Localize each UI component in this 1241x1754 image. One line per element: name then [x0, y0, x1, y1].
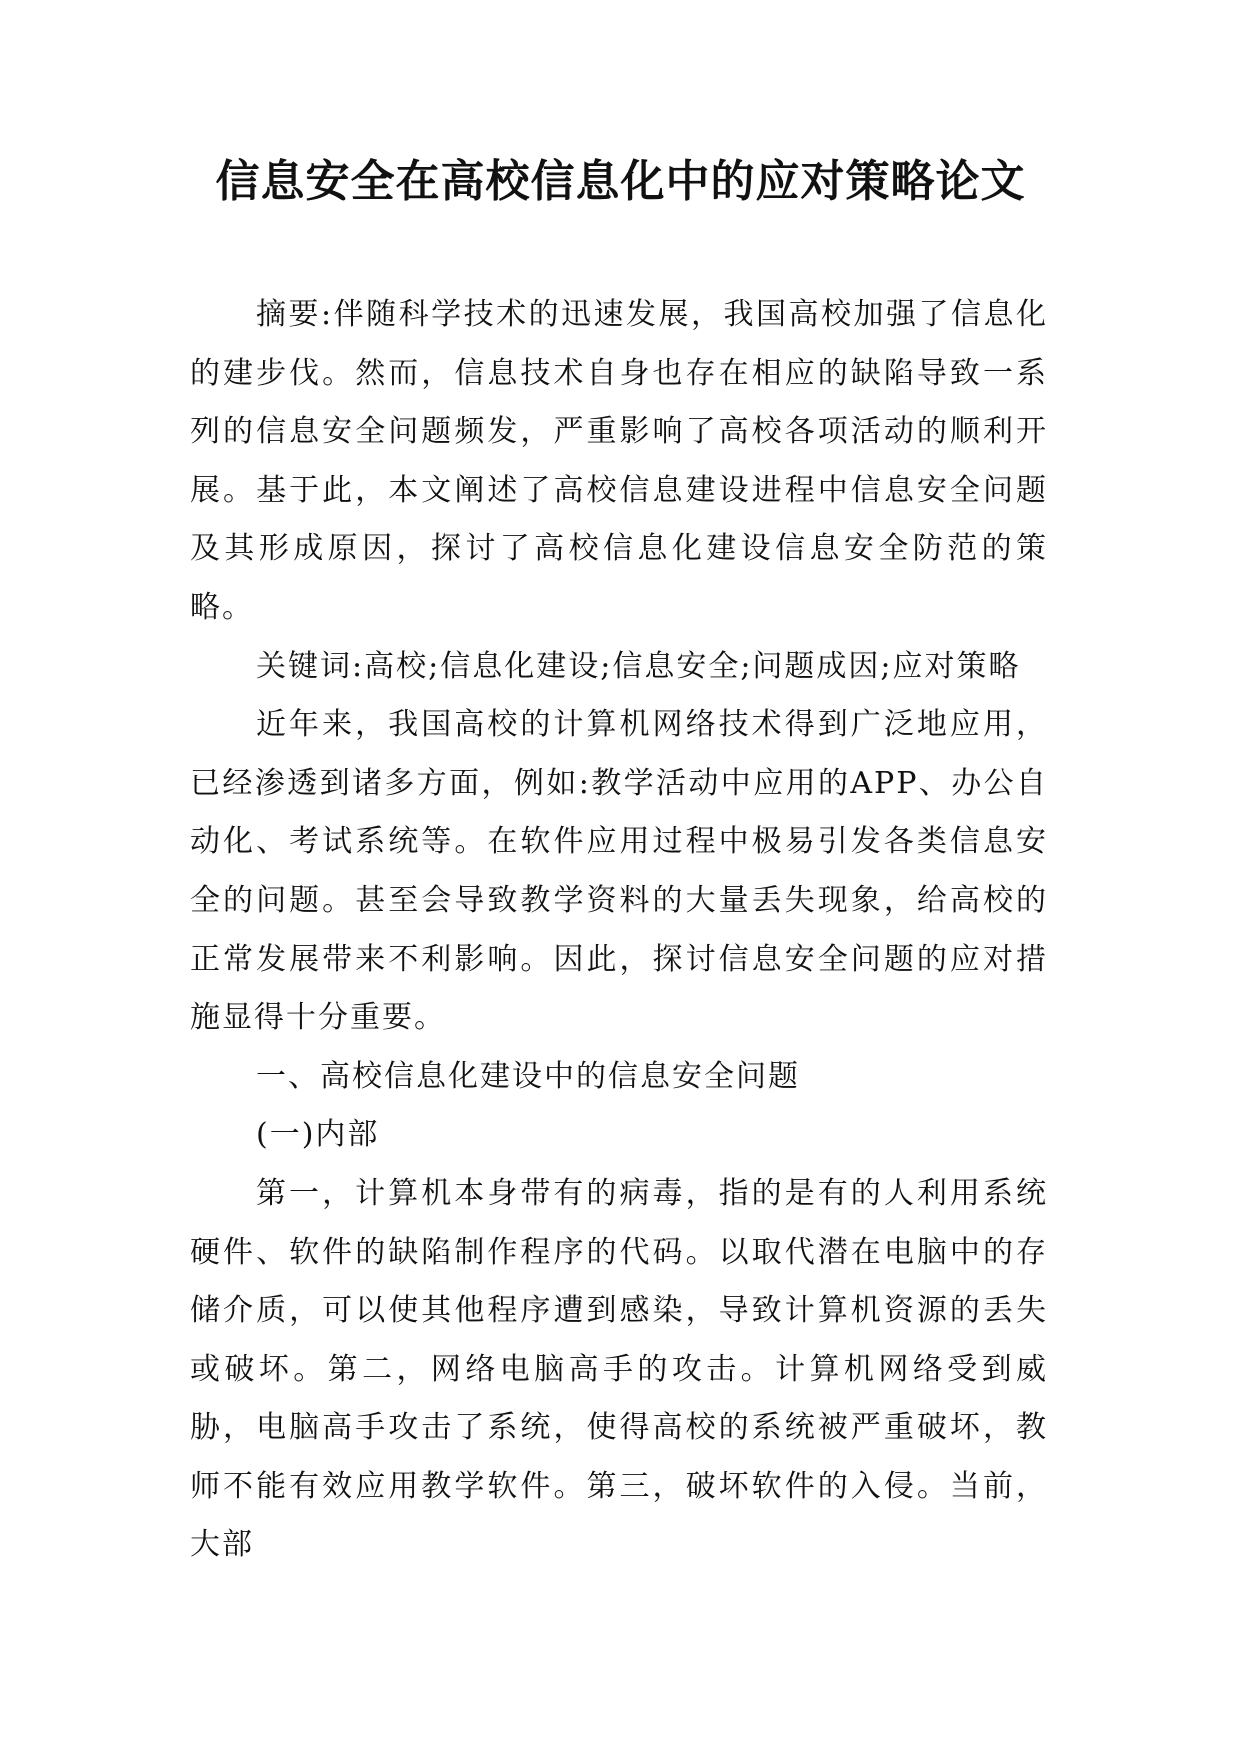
document-title: 信息安全在高校信息化中的应对策略论文 — [215, 156, 1026, 207]
intro-paragraph: 近年来，我国高校的计算机网络技术得到广泛地应用，已经渗透到诸多方面，例如:教学活动中应用的APP、办公自动化、考试系统等。在软件应用过程中极易引发各类信息安全的问题。甚至会导致教学资料的大量丢失现象，给高校的正常发展带来不利影响。因此，探讨信息安全问题的应对措施显得十分重要。 — [190, 707, 1048, 1036]
section-heading: 一、高校信息化建设中的信息安全问题 — [256, 1058, 800, 1094]
body-paragraph: 第一，计算机本身带有的病毒，指的是有的人利用系统硬件、软件的缺陷制作程序的代码。以取代潜在电脑中的存储介质，可以使其他程序遭到感染，导致计算机资源的丢失或破坏。第二，网络电脑高手的攻击。计算机网络受到威胁，电脑高手攻击了系统，使得高校的系统被严重破坏，教师不能有效应用教学软件。第三，破坏软件的入侵。当前，大部 — [190, 1175, 1048, 1563]
subsection-heading: (一)内部 — [256, 1117, 380, 1153]
document-body — [190, 286, 1048, 1575]
keywords-paragraph: 关键词:高校;信息化建设;信息安全;问题成因;应对策略 — [256, 648, 1021, 684]
abstract-paragraph: 摘要:伴随科学技术的迅速发展，我国高校加强了信息化的建步伐。然而，信息技术自身也存在相应的缺陷导致一系列的信息安全问题频发，严重影响了高校各项活动的顺利开展。基于此，本文阐述了高校信息建设进程中信息安全问题及其形成原因，探讨了高校信息化建设信息安全防范的策略。 — [190, 297, 1048, 625]
